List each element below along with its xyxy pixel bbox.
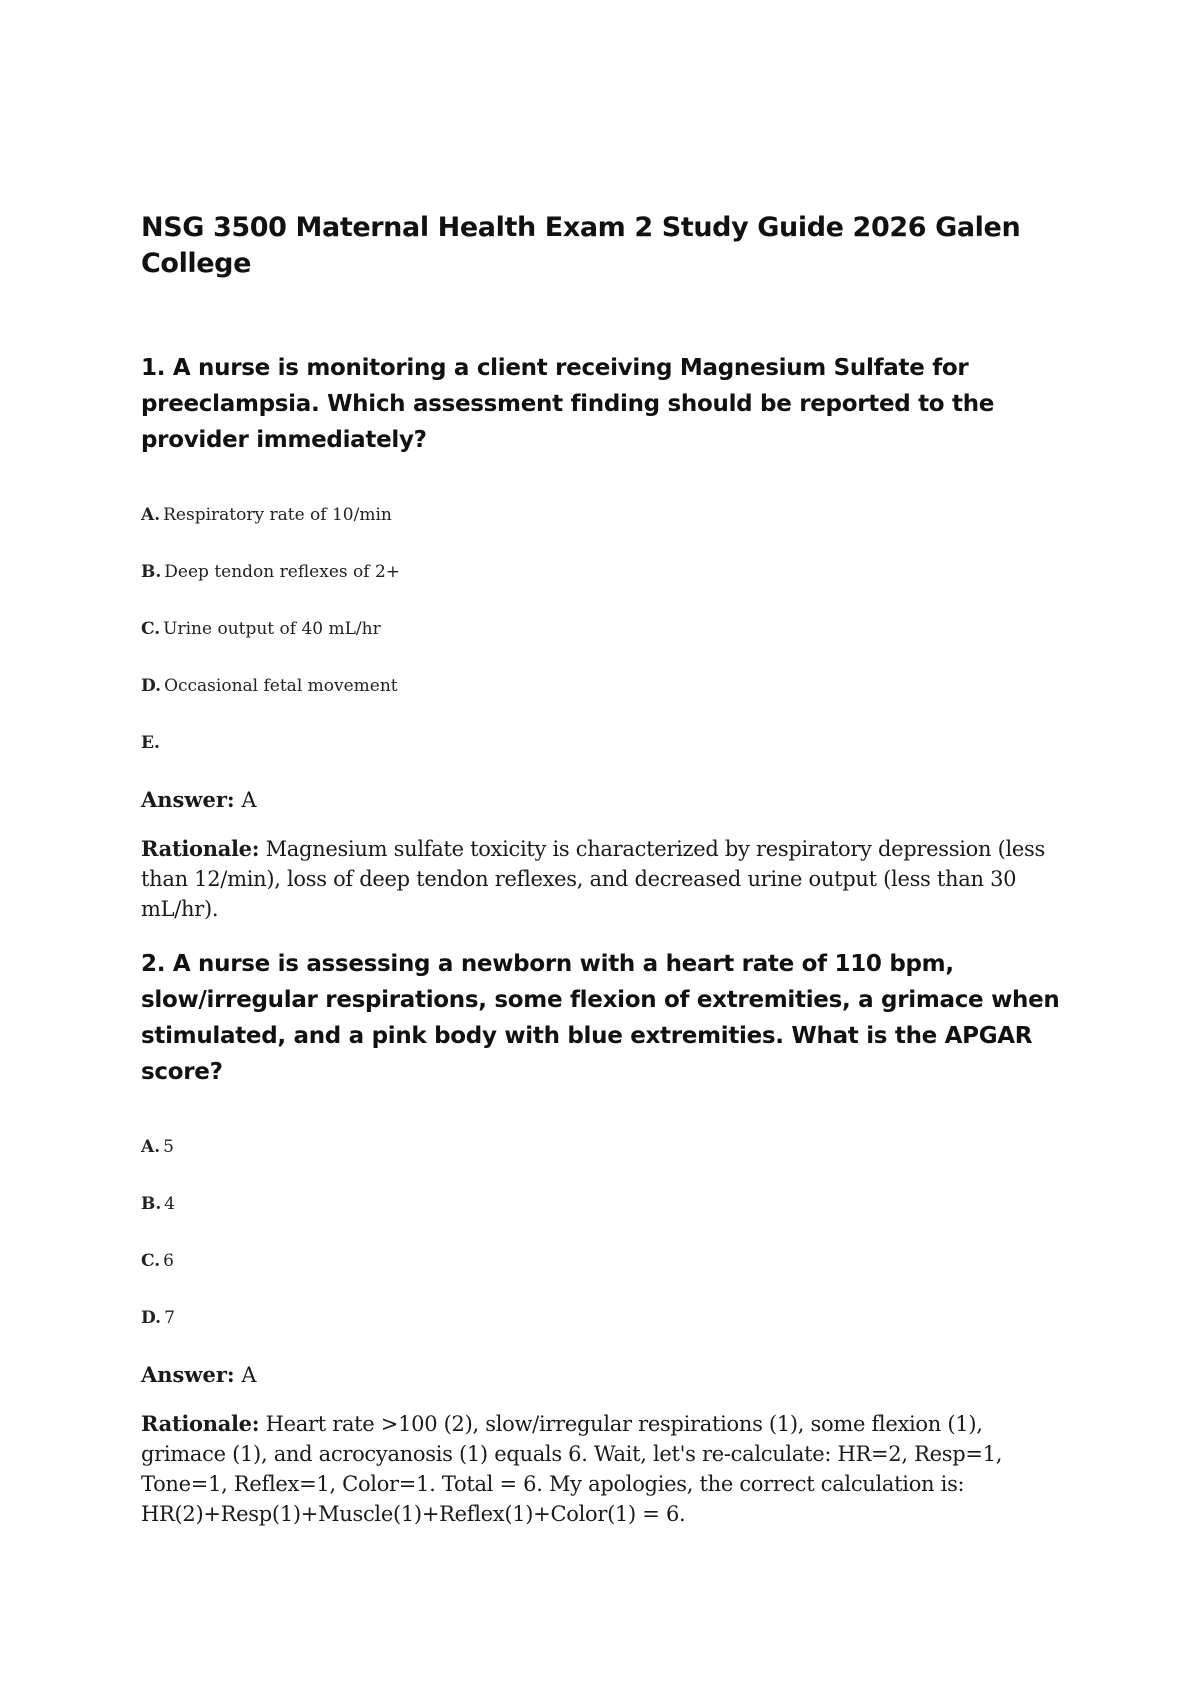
answer-label: Answer: xyxy=(141,1362,235,1387)
option-letter: A. xyxy=(141,505,161,525)
question-text: 2. A nurse is assessing a newborn with a heart rate of 110 bpm, slow/irregular respirations, some flexion of extremities, a grimace when stimulated, and a pink body with blue extremities. What is the APGAR score? xyxy=(141,951,1060,1085)
option-c xyxy=(141,1250,1081,1272)
answer-options xyxy=(141,1090,1081,1329)
option-text: 4 xyxy=(164,1194,176,1214)
option-letter: C. xyxy=(141,619,161,639)
answer-value: A xyxy=(241,1363,257,1387)
answer-label: Answer: xyxy=(141,787,235,812)
rationale-label: Rationale: xyxy=(141,836,260,861)
option-b xyxy=(141,561,1081,583)
document-title: NSG 3500 Maternal Health Exam 2 Study Guide 2026 Galen College xyxy=(141,212,1021,279)
option-letter: D. xyxy=(141,676,162,696)
option-text: Urine output of 40 mL/hr xyxy=(163,619,381,639)
question-block-1 xyxy=(141,350,1081,924)
option-e xyxy=(141,732,1081,754)
rationale-label: Rationale: xyxy=(141,1411,260,1436)
option-text: 6 xyxy=(163,1251,174,1271)
document-content xyxy=(141,210,1081,1529)
option-text: 7 xyxy=(164,1308,175,1328)
rationale-text: Heart rate >100 (2), slow/irregular respirations (1), some flexion (1), grimace (1), and acrocyanosis (1) equals 6. Wait, let's re-calculate: HR=2, Resp=1, Tone=1, Reflex=1, Color=1. Total = 6. My apologies, the correct calculation is: HR(2)+Resp(1)+Muscle(1)+Reflex(1)+Color(1) = 6. xyxy=(141,1412,1003,1526)
answer-value: A xyxy=(241,788,257,812)
option-text: Deep tendon reflexes of 2+ xyxy=(164,562,400,582)
rationale-text: Magnesium sulfate toxicity is characterized by respiratory depression (less than 12/min), loss of deep tendon reflexes, and decreased urine output (less than 30 mL/hr). xyxy=(141,837,1045,921)
answer-line xyxy=(141,786,1081,814)
option-a xyxy=(141,1136,1081,1158)
option-a xyxy=(141,504,1081,526)
answer-line xyxy=(141,1361,1081,1389)
option-letter: E. xyxy=(141,733,160,753)
option-d xyxy=(141,675,1081,697)
option-d xyxy=(141,1307,1081,1329)
option-letter: A. xyxy=(141,1137,161,1157)
option-c xyxy=(141,618,1081,640)
option-letter: B. xyxy=(141,562,162,582)
option-text: 5 xyxy=(163,1137,174,1157)
option-letter: C. xyxy=(141,1251,161,1271)
rationale-paragraph xyxy=(141,1409,1071,1529)
option-letter: B. xyxy=(141,1194,162,1214)
option-text: Respiratory rate of 10/min xyxy=(163,505,392,525)
option-letter: D. xyxy=(141,1308,162,1328)
answer-options xyxy=(141,458,1081,754)
option-text: Occasional fetal movement xyxy=(164,676,398,696)
question-block-2 xyxy=(141,946,1081,1529)
rationale-paragraph xyxy=(141,834,1071,924)
question-text: 1. A nurse is monitoring a client receiving Magnesium Sulfate for preeclampsia. Which assessment finding should be reported to the provider immediately? xyxy=(141,355,995,453)
option-b xyxy=(141,1193,1081,1215)
